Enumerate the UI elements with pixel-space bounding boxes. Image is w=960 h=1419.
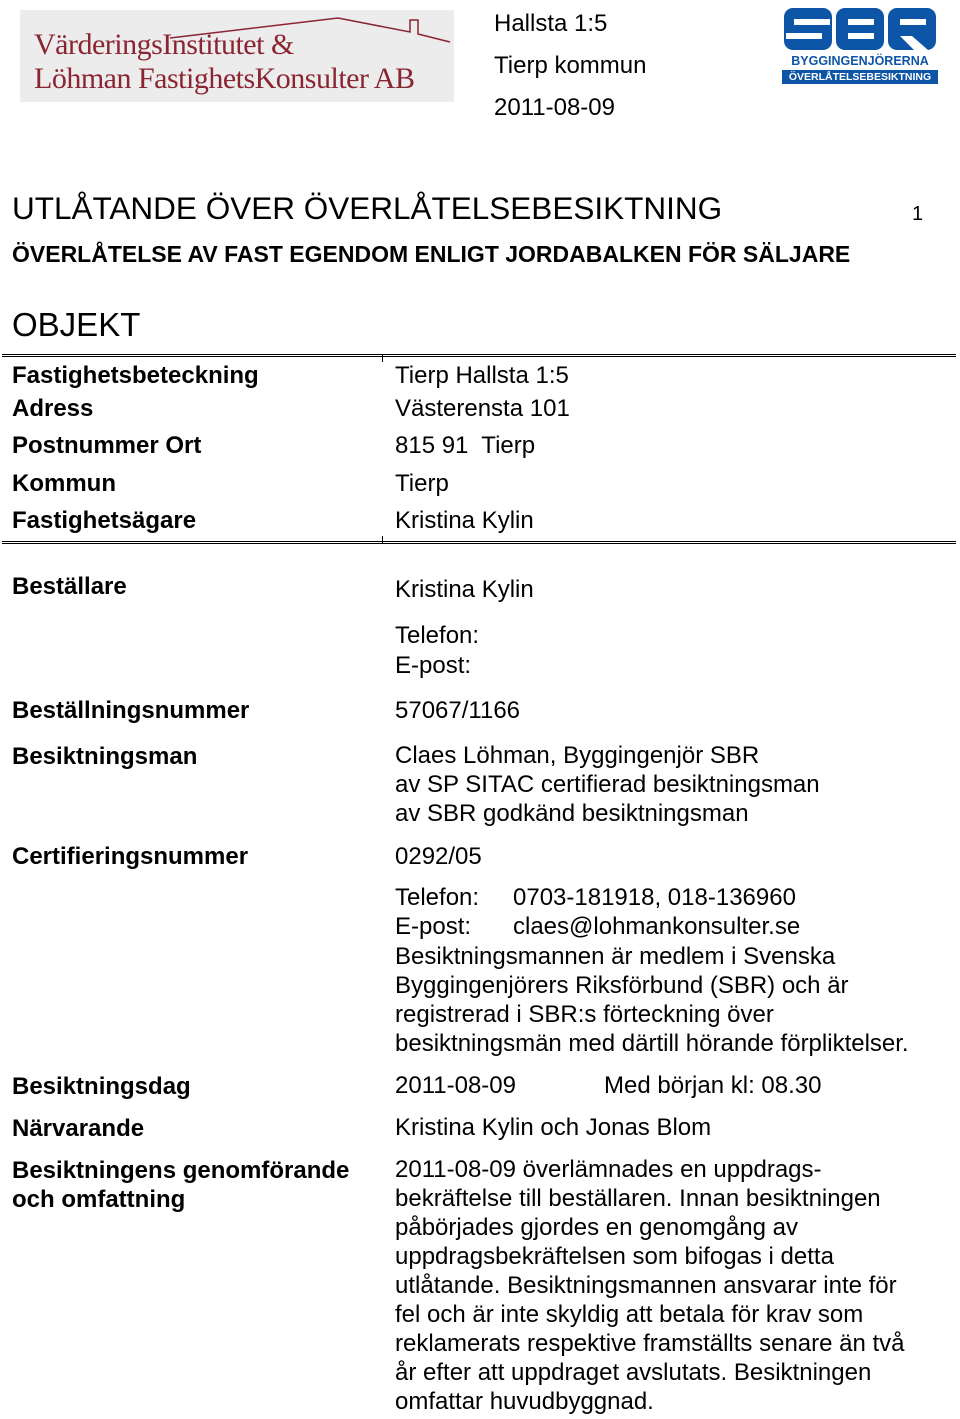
- sbr-logo-band2: ÖVERLÅTELSEBESIKTNING: [782, 70, 938, 84]
- label-adress: Adress: [12, 395, 94, 422]
- column-divider-top: [382, 354, 383, 362]
- genomforande-line: omfattar huvudbyggnad.: [395, 1388, 654, 1415]
- label-genomforande-line2: och omfattning: [12, 1186, 186, 1213]
- genomforande-line: fel och är inte skyldig att betala för krav som: [395, 1301, 864, 1328]
- value-postnummer-ort: 815 91 Tierp: [395, 432, 536, 459]
- label-certifieringsnummer: Certifieringsnummer: [12, 843, 249, 870]
- membership-line: registrerad i SBR:s förteckning över: [395, 1001, 774, 1028]
- genomforande-line: bekräftelse till beställaren. Innan besiktningen: [395, 1185, 881, 1212]
- label-postnummer-ort: Postnummer Ort: [12, 432, 202, 459]
- page-number: 1: [912, 203, 924, 225]
- genomforande-text: [395, 1155, 905, 1416]
- top-rule: [2, 354, 956, 358]
- contact-epost-value[interactable]: claes@lohmankonsulter.se: [513, 913, 801, 940]
- genomforande-line: uppdragsbekräftelsen som bifogas i detta: [395, 1243, 834, 1270]
- membership-line: Byggingenjörers Riksförbund (SBR) och är: [395, 972, 849, 999]
- label-besiktningsdag: Besiktningsdag: [12, 1073, 191, 1100]
- besiktningsman-line: av SBR godkänd besiktningsman: [395, 800, 749, 827]
- label-kommun: Kommun: [12, 470, 116, 497]
- label-fastighetsagare: Fastighetsägare: [12, 507, 197, 534]
- value-fastighetsbeteckning: Tierp Hallsta 1:5: [395, 362, 569, 389]
- genomforande-line: år efter att uppdraget avslutats. Besiktningen: [395, 1359, 872, 1386]
- header-municipality: Tierp kommun: [494, 52, 647, 79]
- company-logo-line2: Löhman FastighetsKonsulter AB: [34, 62, 415, 95]
- column-divider-bottom: [382, 536, 383, 544]
- membership-line: besiktningsmän med därtill hörande förpliktelser.: [395, 1030, 909, 1057]
- value-adress: Västerensta 101: [395, 395, 570, 422]
- label-bestallningsnummer: Beställningsnummer: [12, 697, 250, 724]
- label-genomforande-line1: Besiktningens genomförande: [12, 1157, 350, 1184]
- label-besiktningsman: Besiktningsman: [12, 743, 198, 770]
- sbr-letters-icon: [782, 6, 938, 52]
- membership-text: [395, 942, 909, 1058]
- label-fastighetsbeteckning: Fastighetsbeteckning: [12, 362, 259, 389]
- besiktningsman-line: Claes Löhman, Byggingenjör SBR: [395, 742, 760, 769]
- value-besiktningsdag: 2011-08-09: [395, 1072, 516, 1099]
- genomforande-line: utlåtande. Besiktningsmannen ansvarar inte för: [395, 1272, 897, 1299]
- contact-telefon-value: 0703-181918, 018-136960: [513, 884, 796, 911]
- value-kommun: Tierp: [395, 470, 449, 497]
- sbr-logo-band1: BYGGINGENJÖRERNA: [791, 54, 929, 68]
- value-start-time: Med början kl: 08.30: [604, 1072, 822, 1099]
- bottom-rule: [2, 541, 956, 545]
- value-bestallare-name: Kristina Kylin: [395, 576, 534, 603]
- contact-telefon-label: Telefon:: [395, 884, 480, 911]
- page-title: UTLÅTANDE ÖVER ÖVERLÅTELSEBESIKTNING: [12, 190, 723, 226]
- company-logo: [20, 10, 454, 102]
- company-logo-line1: VärderingsInstitutet &: [34, 28, 294, 61]
- genomforande-line: påbörjades gjordes en genomgång av: [395, 1214, 798, 1241]
- membership-line: Besiktningsmannen är medlem i Svenska: [395, 943, 836, 970]
- value-bestallare-epost: E-post:: [395, 652, 472, 679]
- genomforande-line: reklamerats respektive framställts senare än två: [395, 1330, 905, 1357]
- value-certifieringsnummer: 0292/05: [395, 843, 482, 870]
- header-property: Hallsta 1:5: [494, 10, 608, 37]
- genomforande-line: 2011-08-09 överlämnades en uppdrags-: [395, 1156, 822, 1183]
- page-subtitle: ÖVERLÅTELSE AV FAST EGENDOM ENLIGT JORDABALKEN FÖR SÄLJARE: [12, 241, 851, 267]
- value-bestallare-telefon: Telefon:: [395, 622, 480, 649]
- label-bestallare: Beställare: [12, 573, 127, 600]
- value-narvarande: Kristina Kylin och Jonas Blom: [395, 1114, 712, 1141]
- section-title: OBJEKT: [12, 306, 141, 343]
- label-narvarande: Närvarande: [12, 1115, 145, 1142]
- value-bestallningsnummer: 57067/1166: [395, 697, 521, 724]
- header-date: 2011-08-09: [494, 94, 615, 121]
- contact-epost-label: E-post:: [395, 913, 472, 940]
- value-besiktningsman: [395, 741, 820, 828]
- besiktningsman-line: av SP SITAC certifierad besiktningsman: [395, 771, 820, 798]
- value-fastighetsagare: Kristina Kylin: [395, 507, 534, 534]
- sbr-logo: [782, 6, 938, 84]
